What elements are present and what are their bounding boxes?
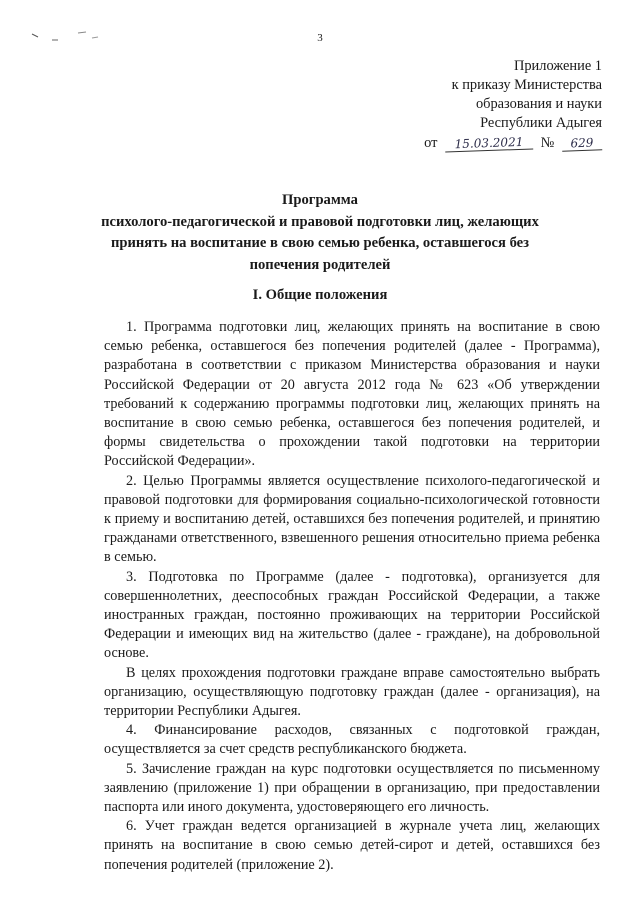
body-text: [104, 318, 600, 875]
number-prefix: №: [540, 135, 555, 151]
annex-header: [424, 57, 602, 153]
page-number: 3: [317, 32, 323, 44]
annex-order-ref: к приказу Министерства: [451, 77, 602, 93]
paragraph: 1. Программа подготовки лиц, желающих принять на воспитание в свою семью ребенка, оставшегося без попечения родителей (далее - Программа), разработана в соответствии с приказом Министерства образования и науки Российской Федерации от 20 августа 2012 года № 623 «Об утверждении требований к содержанию программы подготовки лиц, желающих принять на воспитание в свою семью ребенка, оставшегося без попечения родителей, и формы свидетельства о прохождении такой подготовки на территории Российской Федерации».: [104, 319, 600, 470]
section-heading: I. Общие положения: [252, 287, 388, 303]
title-line: принять на воспитание в свою семью ребенка, оставшегося без: [110, 235, 530, 251]
paragraph: 4. Финансирование расходов, связанных с подготовкой граждан, осуществляется за счет средств республиканского бюджета.: [104, 722, 600, 758]
handwritten-number: 629: [562, 135, 602, 151]
title-line: попечения родителей: [249, 256, 391, 273]
title-line: психолого-педагогической и правовой подготовки лиц, желающих: [101, 213, 539, 230]
date-prefix: от: [424, 135, 438, 151]
paragraph: 2. Целью Программы является осуществление психолого-педагогической и правовой подготовки для формирования социально-психологической готовности к приему и воспитанию детей, оставшихся без попечения родителей, и принятию гражданами ответственного, взвешенного решения относительно приема ребенка в семью.: [104, 472, 600, 566]
annex-title: Приложение 1: [513, 58, 602, 74]
document-title: [80, 190, 560, 276]
paragraph: В целях прохождения подготовки граждане вправе самостоятельно выбрать организацию, осуществляющую подготовку граждан (далее - организация), на территории Республики Адыгея.: [104, 664, 600, 720]
handwritten-date: 15.03.2021: [445, 134, 533, 152]
paragraph: 6. Учет граждан ведется организацией в журнале учета лиц, желающих принять на воспитание в свою семью детей-сирот и детей, оставшихся без попечения родителей (приложение 2).: [104, 818, 600, 873]
annex-ministry: образования и науки: [475, 96, 602, 112]
annex-date-line: [424, 134, 602, 153]
paragraph: 3. Подготовка по Программе (далее - подготовка), организуется для совершеннолетних, дееспособных граждан Российской Федерации, а также иностранных граждан, постоянно проживающих на территории Российской Федерации и имеющих вид на жительство (далее - граждане), на добровольной основе.: [104, 568, 600, 662]
paragraph: 5. Зачисление граждан на курс подготовки осуществляется по письменному заявлению (приложение 1) при обращении в организацию, при предоставлении паспорта или иного документа, удостоверяющего его личность.: [104, 760, 600, 816]
title-line: Программа: [282, 192, 358, 208]
annex-republic: Республики Адыгея: [480, 115, 602, 131]
